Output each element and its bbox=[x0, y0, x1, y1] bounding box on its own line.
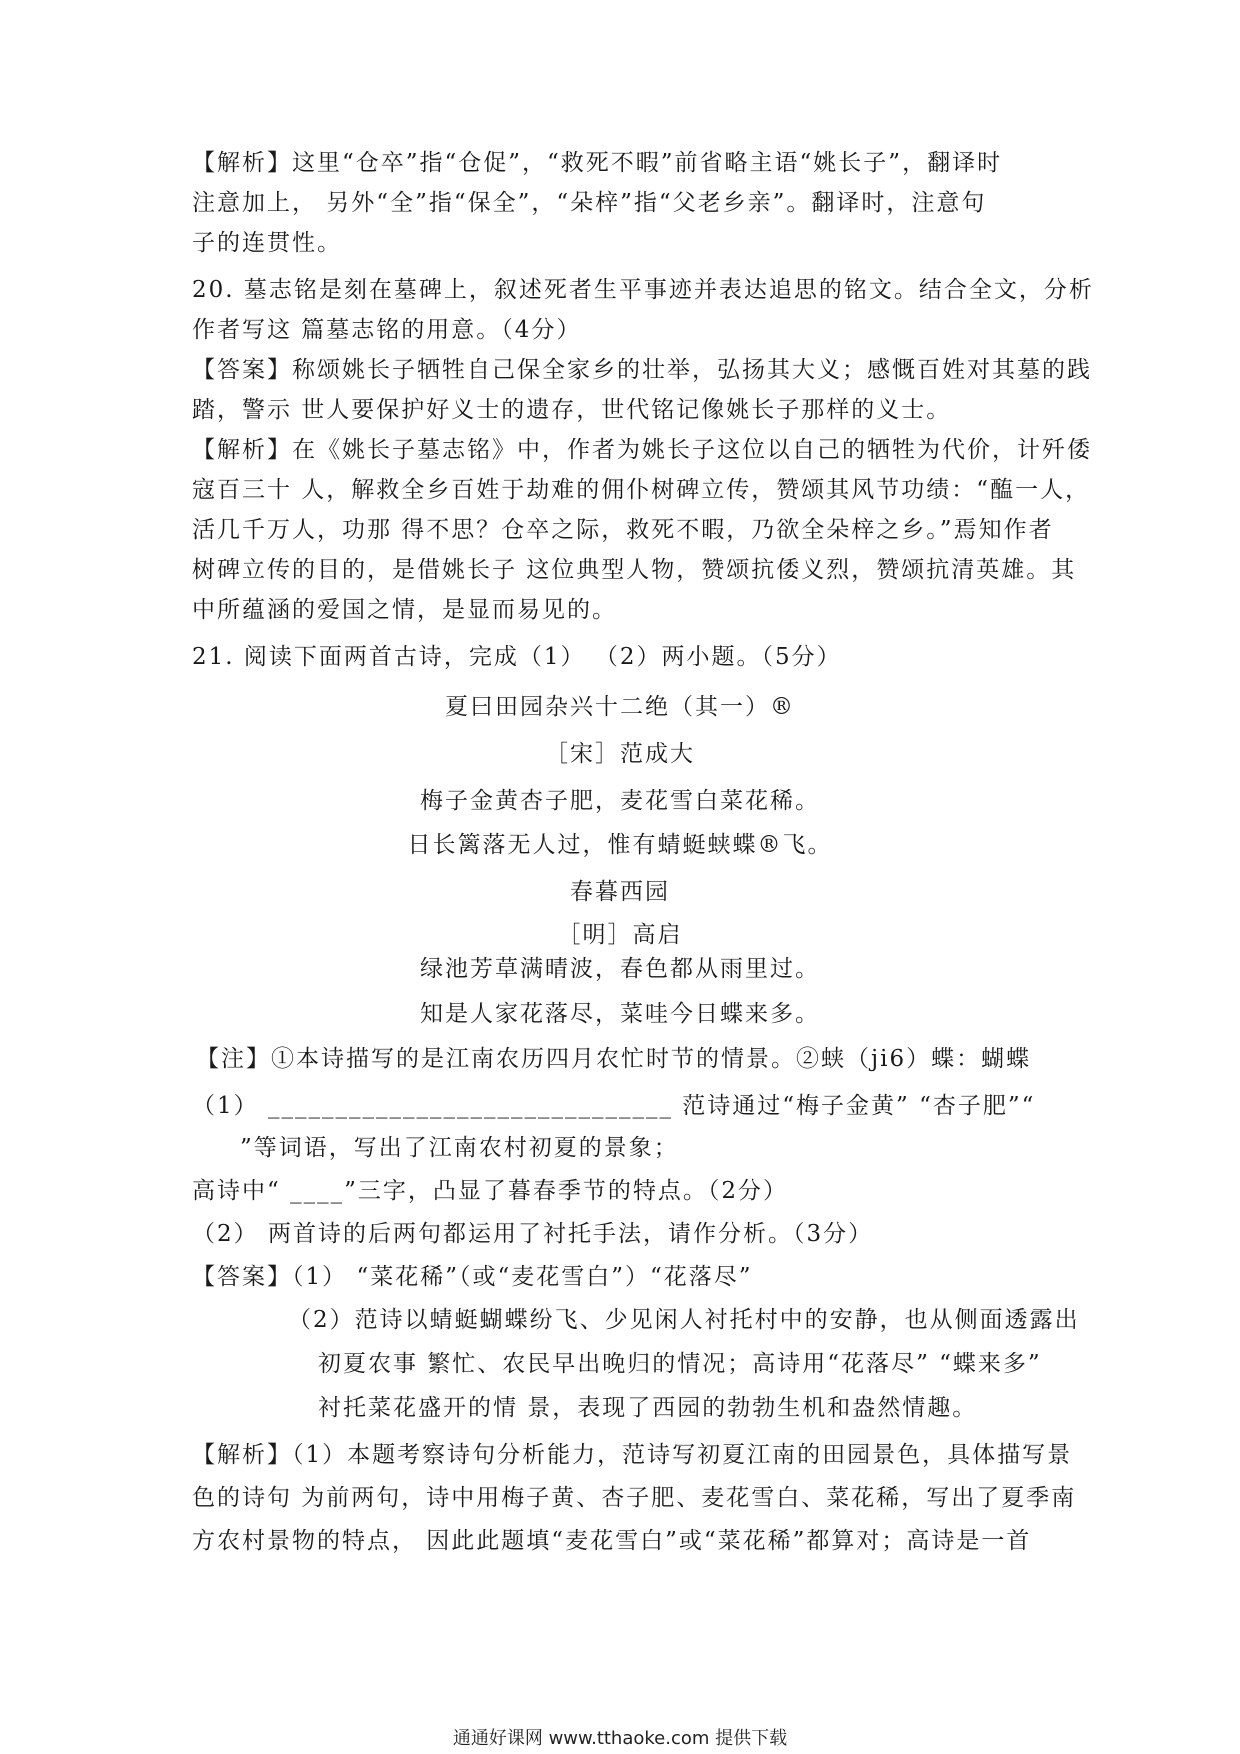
poem2-line-2: 知是人家花落尽，菜哇今日蝶来多。 bbox=[420, 1001, 820, 1027]
poem1-line-1: 梅子金黄杏子肥，麦花雪白菜花稀。 bbox=[420, 788, 820, 814]
poem1-title: 夏曰田园杂兴十二绝（其一）® bbox=[445, 694, 795, 720]
sub-question-1-line-2: ”等词语，写出了江南农村初夏的景象； bbox=[240, 1135, 679, 1161]
poem2-line-1: 绿池芳草满晴波，春色都从雨里过。 bbox=[420, 956, 820, 982]
q21-analysis-line-1: 【解析】（1）本题考察诗句分析能力，范诗写初夏江南的田园景色，具体描写景 bbox=[192, 1442, 1073, 1468]
footer-credit: 通通好课网 www.tthaoke.com 提供下载 bbox=[452, 1728, 788, 1749]
q21-answer-2-line-1: （2）范诗以蜻蜓蝴蝶纷飞、少见闲人衬托村中的安静，也从侧面透露出 bbox=[288, 1307, 1080, 1333]
poem1-author: ［宋］范成大 bbox=[545, 741, 695, 767]
q20-analysis-line-3: 活几千万人，功那 得不思？仓卒之际，救死不暇，乃欲全朵梓之乡。”焉知作者 bbox=[192, 517, 1054, 543]
poem1-line-2: 日长篱落无人过，惟有蜻蜓蛱蝶®飞。 bbox=[407, 832, 833, 858]
q20-analysis-line-4: 树碑立传的目的，是借姚长子 这位典型人物，赞颂抗倭义烈，赞颂抗清英雄。其 bbox=[192, 557, 1077, 583]
q20-question-line-1: 20. 墓志铭是刻在墓碑上，叙述死者生平事迹并表达追思的铭文。结合全文，分析 bbox=[192, 277, 1094, 303]
q20-analysis-line-1: 【解析】在《姚长子墓志铭》中，作者为姚长子这位以自己的牺牲为代价，计歼倭 bbox=[192, 437, 1092, 463]
q19-analysis-line-2: 注意加上， 另外“全”指“保全”，“朵梓”指“父老乡亲”。翻译时，注意句 bbox=[192, 190, 987, 216]
q20-answer-line-2: 踏，警示 世人要保护好义士的遗存，世代铭记像姚长子那样的义士。 bbox=[192, 397, 952, 423]
poem2-title: 春暮西园 bbox=[570, 879, 670, 905]
poem2-author: ［明］高启 bbox=[557, 922, 683, 948]
q20-answer-line-1: 【答案】称颂姚长子牺牲自己保全家乡的壮举，弘扬其大义；感慨百姓对其墓的践 bbox=[192, 357, 1092, 383]
q21-analysis-line-3: 方农村景物的特点， 因此此题填“麦花雪白”或“菜花稀”都算对；高诗是一首 bbox=[192, 1528, 1032, 1554]
q19-analysis-line-3: 子的连贯性。 bbox=[192, 230, 342, 256]
q21-analysis-line-2: 色的诗句 为前两句，诗中用梅子黄、杏子肥、麦花雪白、菜花稀，写出了夏季南 bbox=[192, 1485, 1077, 1511]
q21-answer-1: 【答案】（1） “菜花稀”（或“麦花雪白”）“花落尽” bbox=[192, 1264, 753, 1290]
q20-analysis-line-2: 寇百三十 人，解救全乡百姓于劫难的佣仆树碑立传，赞颂其风节功绩：“醢一人， bbox=[192, 477, 1091, 503]
q21-answer-2-line-3: 衬托菜花盛开的情 景，表现了西园的勃勃生机和盎然情趣。 bbox=[318, 1395, 978, 1421]
q20-analysis-line-5: 中所蕴涵的爱国之情，是显而易见的。 bbox=[192, 597, 617, 623]
q20-question-line-2: 作者写这 篇墓志铭的用意。（4分） bbox=[192, 317, 582, 343]
q21-answer-2-line-2: 初夏农事 繁忙、农民早出晚归的情况；高诗用“花落尽” “蝶来多” bbox=[318, 1351, 1042, 1377]
sub-question-1-line-3: 高诗中“ ____”三字，凸显了暮春季节的特点。（2分） bbox=[192, 1178, 788, 1204]
sub-question-1-line-1: （1） ______________________________ 范诗通过“梅子金黄” “杏子肥”“ bbox=[192, 1093, 1036, 1119]
q21-question: 21. 阅读下面两首古诗，完成（1） （2）两小题。（5分） bbox=[192, 644, 842, 670]
poem-notes: 【注】①本诗描写的是江南农历四月农忙时节的情景。②蛱（ji6）蝶：蝴蝶 bbox=[196, 1046, 1032, 1072]
sub-question-2: （2） 两首诗的后两句都运用了衬托手法，请作分析。（3分） bbox=[192, 1221, 874, 1247]
q19-analysis-line-1: 【解析】这里“仓卒”指“仓促”，“救死不暇”前省略主语“姚长子”，翻译时 bbox=[192, 150, 1003, 176]
